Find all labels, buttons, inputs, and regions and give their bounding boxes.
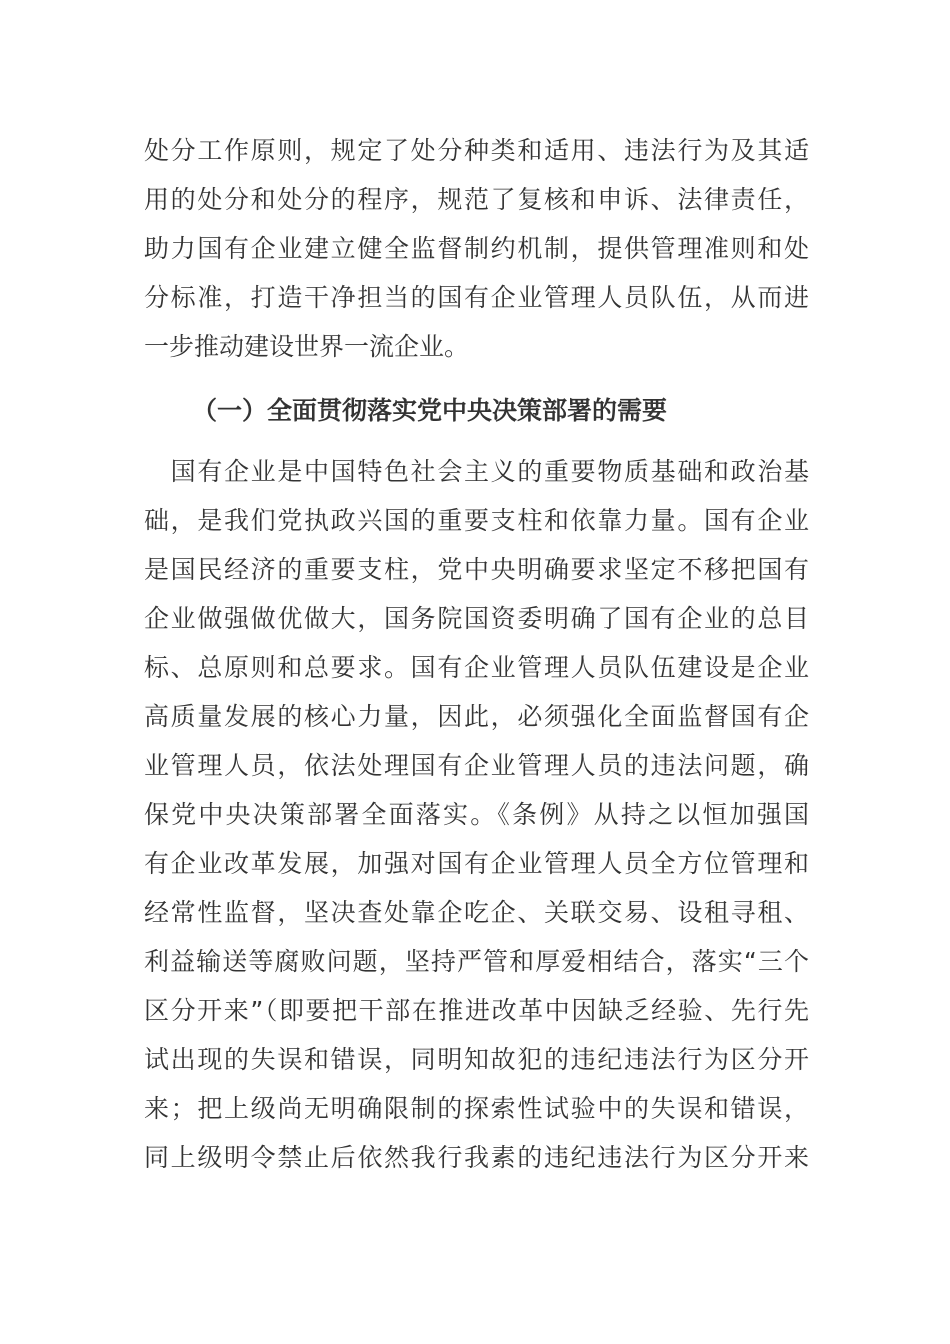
- body-line: 试出现的失误和错误，同明知故犯的违纪违法行为区分开: [144, 1045, 809, 1074]
- intro-line: 分标准，打造干净担当的国有企业管理人员队伍，从而进: [144, 283, 809, 312]
- body-line: 同上级明令禁止后依然我行我素的违纪违法行为区分开来: [144, 1143, 809, 1172]
- body-line: 高质量发展的核心力量，因此，必须强化全面监督国有企: [144, 702, 809, 731]
- body-line: 础，是我们党执政兴国的重要支柱和依靠力量。国有企业: [144, 506, 809, 535]
- intro-line: 一步推动建设世界一流企业。: [144, 332, 470, 361]
- body-line: 是国民经济的重要支柱，党中央明确要求坚定不移把国有: [144, 555, 809, 584]
- section-heading: （一）全面贯彻落实党中央决策部署的需要: [192, 396, 668, 425]
- body-line: 业管理人员，依法处理国有企业管理人员的违法问题，确: [144, 751, 809, 780]
- body-line: 国有企业是中国特色社会主义的重要物质基础和政治基: [144, 457, 809, 486]
- intro-line: 用的处分和处分的程序，规范了复核和申诉、法律责任，: [144, 185, 809, 214]
- body-line: 区分开来”（即要把干部在推进改革中因缺乏经验、先行先: [144, 996, 809, 1025]
- body-line: 有企业改革发展，加强对国有企业管理人员全方位管理和: [144, 849, 809, 878]
- body-line: 经常性监督，坚决查处靠企吃企、关联交易、设租寻租、: [144, 898, 809, 927]
- intro-line: 助力国有企业建立健全监督制约机制，提供管理准则和处: [144, 234, 809, 263]
- body-line: 来；把上级尚无明确限制的探索性试验中的失误和错误，: [144, 1094, 809, 1123]
- body-line: 保党中央决策部署全面落实。《条例》从持之以恒加强国: [144, 800, 809, 829]
- body-line: 利益输送等腐败问题，坚持严管和厚爱相结合，落实“三个: [144, 947, 809, 976]
- body-line: 企业做强做优做大，国务院国资委明确了国有企业的总目: [144, 604, 809, 633]
- body-line: 标、总原则和总要求。国有企业管理人员队伍建设是企业: [144, 653, 809, 682]
- intro-line: 处分工作原则，规定了处分种类和适用、违法行为及其适: [144, 136, 809, 165]
